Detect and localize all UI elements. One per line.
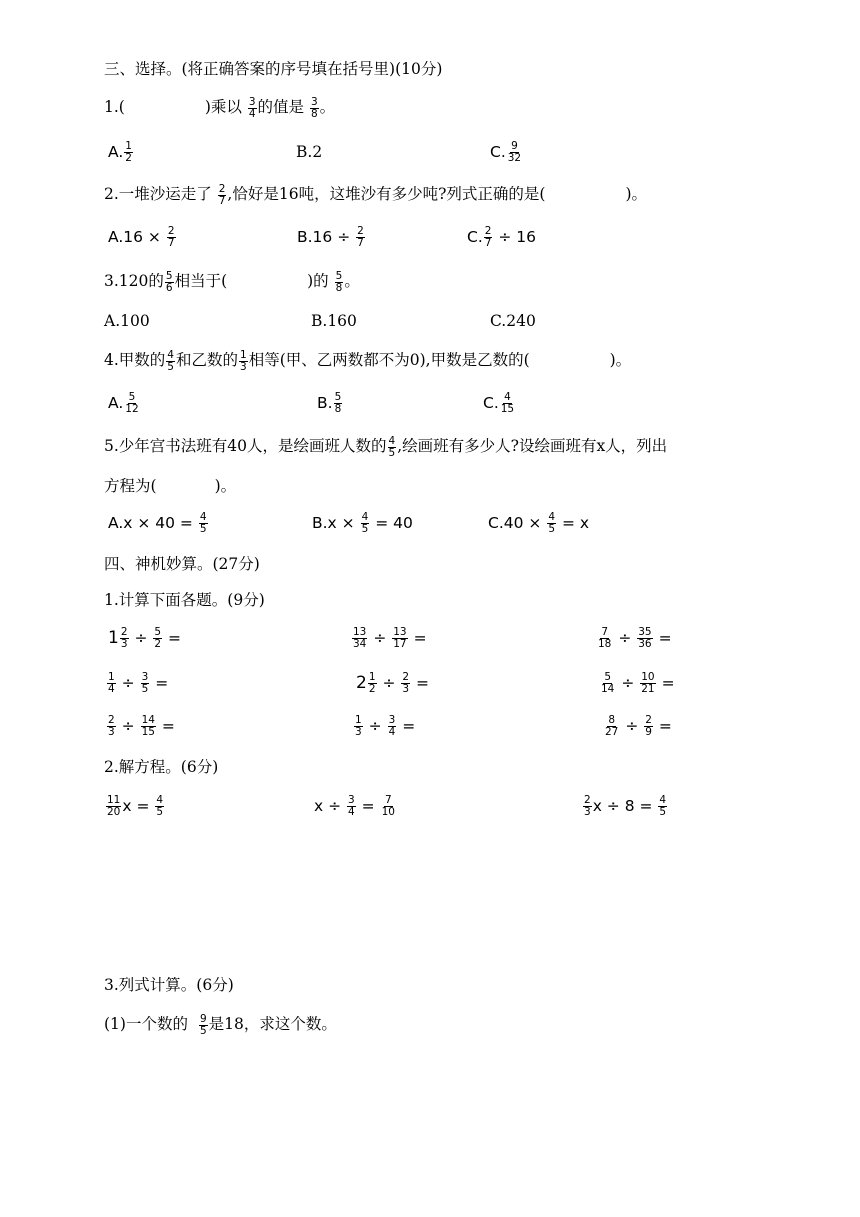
denominator: 21 bbox=[641, 683, 655, 695]
equation-3 bbox=[582, 795, 668, 818]
denominator: 20 bbox=[107, 806, 121, 818]
denominator: 5 bbox=[141, 683, 149, 695]
calc-r3c3 bbox=[603, 715, 672, 738]
text: 相等(甲、乙两数都不为0),甲数是乙数的( bbox=[248, 351, 530, 369]
calc-r1c3 bbox=[596, 627, 672, 650]
fraction bbox=[141, 672, 150, 695]
numerator: 3 bbox=[348, 794, 355, 806]
calc-r3c2 bbox=[353, 715, 415, 738]
text: 1 bbox=[108, 628, 119, 648]
numerator: 2 bbox=[120, 626, 128, 638]
text: 2.解方程。(6分) bbox=[104, 758, 219, 776]
numerator: 2 bbox=[108, 714, 115, 726]
fraction bbox=[368, 672, 377, 695]
denominator: 4 bbox=[348, 806, 355, 818]
text: 方程为( bbox=[104, 477, 157, 495]
denominator: 3 bbox=[240, 360, 247, 373]
calc-r3c1 bbox=[106, 715, 175, 738]
text: 相当于( bbox=[174, 272, 228, 290]
fraction bbox=[218, 184, 227, 207]
text: = bbox=[658, 717, 672, 735]
fraction bbox=[248, 97, 257, 120]
fraction bbox=[334, 392, 343, 415]
text: 2 bbox=[356, 673, 367, 693]
denominator: 6 bbox=[165, 281, 173, 294]
calc-r2c2 bbox=[356, 672, 429, 695]
numerator: 3 bbox=[310, 95, 318, 108]
denominator: 8 bbox=[335, 281, 343, 294]
text: = 40 bbox=[375, 514, 413, 532]
numerator: 3 bbox=[248, 95, 256, 108]
numerator: 3 bbox=[388, 714, 396, 726]
denominator: 3 bbox=[120, 638, 128, 650]
numerator: 1 bbox=[355, 714, 362, 726]
numerator: 10 bbox=[641, 671, 655, 683]
numerator: 4 bbox=[548, 511, 556, 523]
text: C.40 × bbox=[488, 514, 542, 532]
text: = x bbox=[561, 514, 590, 532]
fraction bbox=[547, 512, 556, 535]
denominator: 5 bbox=[156, 806, 164, 818]
q3-option-a[interactable] bbox=[104, 310, 150, 332]
text: = bbox=[361, 797, 375, 815]
denominator: 7 bbox=[218, 194, 226, 207]
fraction bbox=[644, 715, 653, 738]
denominator: 3 bbox=[402, 683, 410, 695]
fraction bbox=[361, 512, 370, 535]
q5-option-a[interactable] bbox=[108, 512, 209, 535]
fraction bbox=[199, 1014, 208, 1037]
fraction bbox=[583, 795, 592, 818]
text: = bbox=[661, 674, 675, 692]
q5-option-c[interactable] bbox=[488, 512, 589, 535]
numerator: 4 bbox=[504, 391, 511, 403]
q3-option-c[interactable] bbox=[490, 310, 536, 332]
text: 3.120的 bbox=[104, 272, 164, 290]
text: ÷ bbox=[368, 717, 382, 735]
denominator: 14 bbox=[601, 683, 615, 695]
fraction bbox=[658, 795, 667, 818]
text: ÷ 16 bbox=[498, 228, 537, 246]
numerator: 7 bbox=[384, 794, 392, 806]
equation-1 bbox=[105, 795, 165, 818]
denominator: 9 bbox=[645, 726, 652, 738]
numerator: 5 bbox=[128, 391, 136, 403]
text: ÷ bbox=[618, 629, 632, 647]
text: A.16 × bbox=[108, 228, 161, 246]
q1-option-c[interactable] bbox=[490, 141, 523, 164]
fraction bbox=[392, 627, 407, 650]
text: = bbox=[402, 717, 416, 735]
fraction bbox=[165, 271, 174, 294]
text: A. bbox=[108, 394, 124, 412]
fraction bbox=[600, 672, 615, 695]
q4-option-c[interactable] bbox=[483, 392, 516, 415]
fraction bbox=[124, 141, 133, 164]
part-3-title bbox=[104, 974, 234, 996]
section-3-title bbox=[104, 58, 442, 80]
fraction bbox=[354, 715, 363, 738]
q4-option-a[interactable] bbox=[108, 392, 141, 415]
text: A. bbox=[108, 143, 124, 161]
numerator: 2 bbox=[484, 225, 492, 237]
denominator: 4 bbox=[388, 726, 396, 738]
text: ÷ bbox=[625, 717, 639, 735]
text: (1)一个数的 bbox=[104, 1015, 188, 1033]
text: )。 bbox=[214, 477, 237, 495]
text: B.16 ÷ bbox=[297, 228, 351, 246]
numerator: 4 bbox=[361, 511, 369, 523]
q1-option-a[interactable] bbox=[108, 141, 134, 164]
question-5 bbox=[104, 435, 667, 459]
text: = bbox=[155, 674, 169, 692]
fraction bbox=[597, 627, 612, 650]
text: = bbox=[168, 629, 182, 647]
numerator: 13 bbox=[393, 626, 407, 638]
denominator: 36 bbox=[638, 638, 652, 650]
denominator: 34 bbox=[353, 638, 367, 650]
denominator: 7 bbox=[167, 237, 175, 249]
numerator: 4 bbox=[199, 511, 207, 523]
text: )乘以 bbox=[204, 98, 242, 116]
denominator: 5 bbox=[199, 523, 207, 535]
denominator: 5 bbox=[548, 523, 556, 535]
q3-option-b[interactable] bbox=[311, 310, 357, 332]
numerator: 35 bbox=[638, 626, 652, 638]
denominator: 3 bbox=[355, 726, 362, 738]
text: ÷ bbox=[621, 674, 635, 692]
fraction bbox=[310, 97, 319, 120]
q2-option-c[interactable] bbox=[467, 226, 536, 249]
text: 4.甲数的 bbox=[104, 351, 166, 369]
fraction bbox=[381, 795, 396, 818]
denominator: 4 bbox=[108, 683, 115, 695]
text: ÷ bbox=[121, 674, 135, 692]
denominator: 7 bbox=[357, 237, 364, 249]
text: = bbox=[413, 629, 427, 647]
denominator: 5 bbox=[167, 360, 174, 373]
text: B.2 bbox=[296, 143, 323, 161]
fraction bbox=[356, 226, 365, 249]
text: ÷ bbox=[382, 674, 396, 692]
q2-option-a[interactable] bbox=[108, 226, 177, 249]
numerator: 7 bbox=[601, 626, 609, 638]
text: B.160 bbox=[311, 312, 357, 330]
fraction bbox=[166, 350, 175, 373]
numerator: 5 bbox=[334, 391, 342, 403]
denominator: 15 bbox=[500, 403, 515, 415]
denominator: 8 bbox=[334, 403, 342, 415]
text: 三、选择。(将正确答案的序号填在括号里)(10分) bbox=[104, 60, 443, 78]
numerator: 8 bbox=[608, 714, 616, 726]
fraction bbox=[637, 627, 652, 650]
calc-r2c3 bbox=[599, 672, 675, 695]
part-3-question-1 bbox=[104, 1013, 337, 1037]
numerator: 4 bbox=[156, 794, 164, 806]
numerator: 5 bbox=[604, 671, 612, 683]
numerator: 1 bbox=[108, 671, 115, 683]
text: 和乙数的 bbox=[175, 351, 238, 369]
text: = bbox=[161, 717, 175, 735]
text: )。 bbox=[609, 351, 632, 369]
numerator: 5 bbox=[165, 269, 173, 282]
text: ,恰好是16吨，这堆沙有多少吨?列式正确的是( bbox=[227, 185, 546, 203]
text: A.x × 40 = bbox=[108, 514, 193, 532]
text: C. bbox=[483, 394, 499, 412]
question-3 bbox=[104, 270, 360, 294]
denominator: 8 bbox=[310, 107, 318, 120]
text: )。 bbox=[625, 185, 647, 203]
text: 。 bbox=[344, 272, 360, 290]
fraction bbox=[107, 672, 116, 695]
calc-r1c2 bbox=[351, 627, 427, 650]
denominator: 5 bbox=[388, 446, 396, 459]
numerator: 2 bbox=[357, 225, 364, 237]
fraction bbox=[155, 795, 164, 818]
numerator: 1 bbox=[125, 140, 132, 152]
numerator: 4 bbox=[388, 434, 396, 447]
q2-option-b[interactable] bbox=[297, 226, 366, 249]
text: 的值是 bbox=[257, 98, 305, 116]
fraction bbox=[507, 141, 522, 164]
numerator: 11 bbox=[107, 794, 121, 806]
q4-option-b[interactable] bbox=[317, 392, 343, 415]
text: 5.少年宫书法班有40人，是绘画班人数的 bbox=[104, 437, 387, 455]
fraction bbox=[500, 392, 515, 415]
part-1-title bbox=[104, 589, 265, 611]
text: C. bbox=[490, 143, 506, 161]
denominator: 27 bbox=[605, 726, 619, 738]
denominator: 7 bbox=[484, 237, 492, 249]
text: 3.列式计算。(6分) bbox=[104, 976, 234, 994]
text: ,绘画班有多少人?设绘画班有x人，列出 bbox=[397, 437, 668, 455]
text: x ÷ bbox=[314, 797, 342, 815]
question-4 bbox=[104, 349, 631, 373]
numerator: 2 bbox=[218, 182, 226, 195]
part-2-title bbox=[104, 756, 218, 778]
text: A.100 bbox=[104, 312, 150, 330]
fraction bbox=[239, 350, 248, 373]
fraction bbox=[388, 436, 397, 459]
numerator: 4 bbox=[167, 348, 174, 361]
denominator: 32 bbox=[507, 152, 522, 164]
numerator: 1 bbox=[368, 671, 376, 683]
fraction bbox=[388, 715, 397, 738]
text: ÷ bbox=[134, 629, 148, 647]
text: B. bbox=[317, 394, 333, 412]
text: 四、神机妙算。(27分) bbox=[104, 555, 260, 573]
numerator: 3 bbox=[141, 671, 149, 683]
q5-option-b[interactable] bbox=[312, 512, 413, 535]
numerator: 5 bbox=[154, 626, 162, 638]
fraction bbox=[401, 672, 410, 695]
numerator: 9 bbox=[199, 1012, 207, 1025]
calc-r1c1 bbox=[108, 627, 181, 650]
denominator: 5 bbox=[361, 523, 369, 535]
section-4-title bbox=[104, 553, 260, 575]
numerator: 5 bbox=[335, 269, 343, 282]
text: x = bbox=[122, 797, 150, 815]
fraction bbox=[347, 795, 356, 818]
numerator: 2 bbox=[167, 225, 175, 237]
denominator: 2 bbox=[125, 152, 132, 164]
text: x ÷ 8 = bbox=[592, 797, 653, 815]
fraction bbox=[120, 627, 129, 650]
denominator: 3 bbox=[584, 806, 591, 818]
numerator: 14 bbox=[141, 714, 155, 726]
denominator: 2 bbox=[368, 683, 376, 695]
text: 1.计算下面各题。(9分) bbox=[104, 591, 265, 609]
fraction bbox=[153, 627, 162, 650]
numerator: 1 bbox=[240, 348, 247, 361]
text: B.x × bbox=[312, 514, 355, 532]
fraction bbox=[335, 271, 344, 294]
text: )的 bbox=[307, 272, 329, 290]
numerator: 2 bbox=[402, 671, 410, 683]
numerator: 13 bbox=[353, 626, 367, 638]
denominator: 2 bbox=[154, 638, 162, 650]
text: 1.( bbox=[104, 98, 125, 116]
denominator: 5 bbox=[659, 806, 667, 818]
text: = bbox=[658, 629, 672, 647]
calc-r2c1 bbox=[106, 672, 168, 695]
numerator: 2 bbox=[645, 714, 652, 726]
text: ÷ bbox=[373, 629, 387, 647]
numerator: 2 bbox=[584, 794, 591, 806]
equation-2 bbox=[314, 795, 397, 818]
fraction bbox=[604, 715, 619, 738]
fraction bbox=[141, 715, 156, 738]
fraction bbox=[107, 715, 116, 738]
denominator: 18 bbox=[598, 638, 612, 650]
fraction bbox=[199, 512, 208, 535]
text: = bbox=[416, 674, 430, 692]
denominator: 17 bbox=[393, 638, 407, 650]
question-5-line2 bbox=[104, 475, 236, 497]
text: 2.一堆沙运走了 bbox=[104, 185, 212, 203]
fraction bbox=[640, 672, 655, 695]
fraction bbox=[352, 627, 367, 650]
fraction bbox=[484, 226, 493, 249]
q1-option-b[interactable] bbox=[296, 141, 322, 163]
denominator: 12 bbox=[125, 403, 139, 415]
text: C. bbox=[467, 228, 483, 246]
denominator: 10 bbox=[381, 806, 395, 818]
fraction bbox=[167, 226, 176, 249]
text: C.240 bbox=[490, 312, 536, 330]
text: ÷ bbox=[121, 717, 135, 735]
question-2 bbox=[104, 183, 647, 207]
numerator: 9 bbox=[511, 140, 518, 152]
denominator: 5 bbox=[199, 1024, 207, 1037]
numerator: 4 bbox=[659, 794, 667, 806]
denominator: 15 bbox=[141, 726, 155, 738]
text: 是18，求这个数。 bbox=[208, 1015, 337, 1033]
fraction bbox=[124, 392, 139, 415]
denominator: 3 bbox=[108, 726, 115, 738]
text: 。 bbox=[319, 98, 336, 116]
denominator: 4 bbox=[248, 107, 256, 120]
question-1 bbox=[104, 96, 335, 120]
fraction bbox=[106, 795, 121, 818]
